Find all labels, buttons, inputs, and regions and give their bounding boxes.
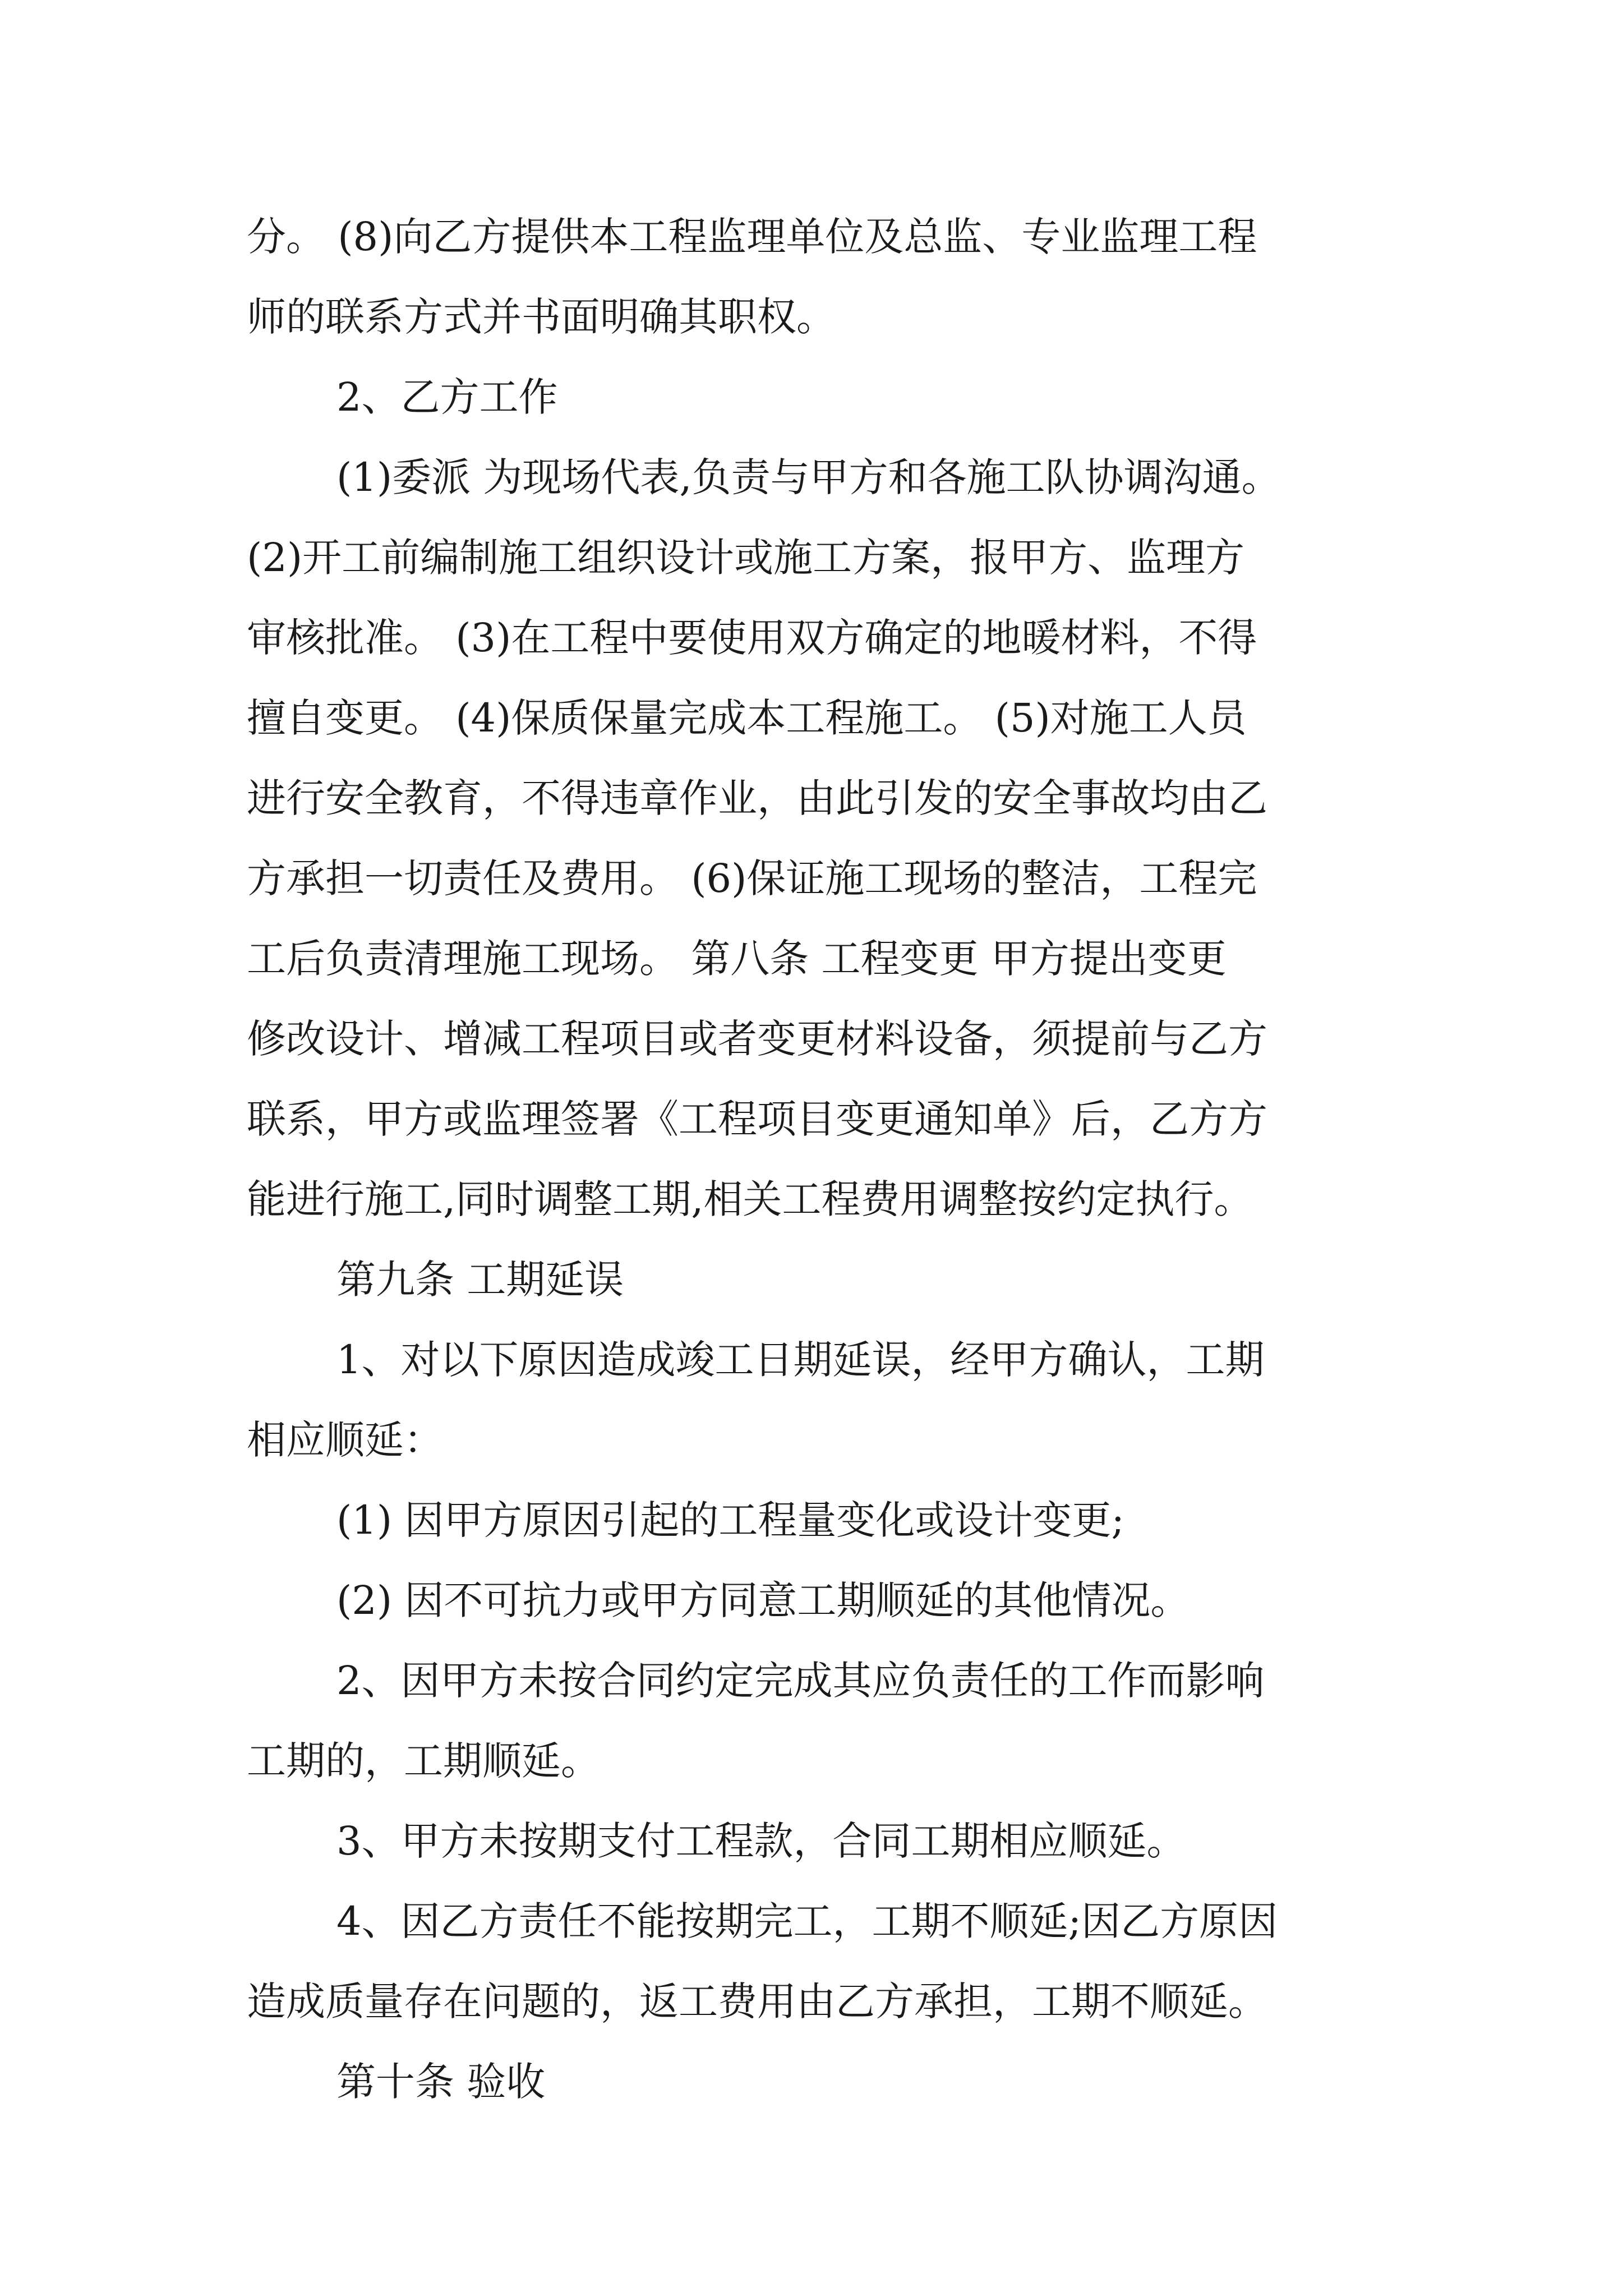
text-line: 擅自变更。 (4)保质保量完成本工程施工。 (5)对施工人员: [247, 695, 1247, 741]
text-line: 工期的，工期顺延。: [247, 1738, 600, 1784]
text-line: 4、因乙方责任不能按期完工，工期不顺延;因乙方原因: [336, 1898, 1278, 1944]
text-line: 方承担一切责任及费用。 (6)保证施工现场的整洁，工程完: [247, 855, 1257, 901]
article-heading: 第十条 验收: [336, 2059, 546, 2105]
text-line: (2)开工前编制施工组织设计或施工方案，报甲方、监理方: [247, 535, 1245, 581]
text-line: 师的联系方式并书面明确其职权。: [247, 294, 836, 340]
text-line: 分。 (8)向乙方提供本工程监理单位及总监、专业监理工程: [247, 214, 1257, 260]
text-line: 3、甲方未按期支付工程款，合同工期相应顺延。: [336, 1818, 1186, 1864]
text-line: (2) 因不可抗力或甲方同意工期顺延的其他情况。: [336, 1577, 1190, 1623]
text-line: 能进行施工,同时调整工期,相关工程费用调整按约定执行。: [247, 1176, 1253, 1222]
text-line: 进行安全教育，不得违章作业，由此引发的安全事故均由乙: [247, 775, 1267, 821]
text-line: (1) 因甲方原因引起的工程量变化或设计变更;: [336, 1497, 1124, 1543]
text-line: 造成质量存在问题的，返工费用由乙方承担，工期不顺延。: [247, 1978, 1267, 2024]
text-line: 修改设计、增减工程项目或者变更材料设备，须提前与乙方: [247, 1016, 1267, 1062]
text-line: 1、对以下原因造成竣工日期延误，经甲方确认，工期: [336, 1337, 1265, 1383]
article-heading: 第九条 工期延误: [336, 1257, 624, 1303]
text-line: 相应顺延：: [247, 1417, 443, 1463]
text-line: 2、因甲方未按合同约定完成其应负责任的工作而影响: [336, 1658, 1265, 1704]
text-line: 审核批准。 (3)在工程中要使用双方确定的地暖材料，不得: [247, 615, 1257, 661]
text-line: 联系，甲方或监理签署《工程项目变更通知单》后，乙方方: [247, 1096, 1267, 1142]
text-line: 工后负责清理施工现场。 第八条 工程变更 甲方提出变更: [247, 936, 1227, 982]
section-heading: 2、乙方工作: [336, 374, 558, 420]
text-line: (1)委派 为现场代表,负责与甲方和各施工队协调沟通。: [336, 454, 1281, 500]
